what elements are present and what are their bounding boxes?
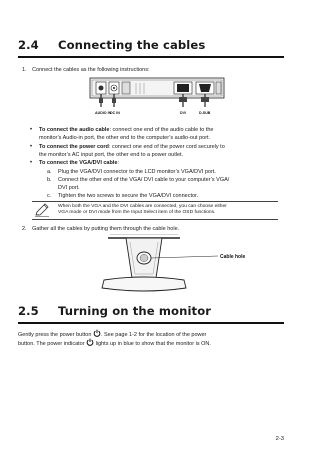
note-bottom-rule <box>32 219 278 220</box>
section-heading-2-5 <box>18 302 284 324</box>
substep-text-b-cont: DVI port. <box>58 185 80 191</box>
substep-letter-b: b. <box>47 177 52 183</box>
port-label-audio-in: AUDIO IN <box>95 111 112 115</box>
bullet-vga-dvi-rest: : <box>117 160 119 166</box>
bullet-power-cord-cont: the monitor’s AC input port, the other end to a power outlet. <box>39 152 184 158</box>
power-paragraph-line-2 <box>18 338 211 348</box>
section-number: 2.5 <box>18 304 39 318</box>
bullet-audio-cable-rest: : connect one end of the audio cable to the <box>109 127 214 133</box>
bullet-vga-dvi <box>39 160 119 167</box>
bullet-audio-cable-bold: To connect the audio cable <box>39 127 110 133</box>
power-paragraph-part-b: lights up in blue to show that the monitor is ON. <box>95 341 211 347</box>
section-title: Turning on the monitor <box>58 304 212 318</box>
bullet-power-cord-bold: To connect the power cord <box>39 144 109 150</box>
cable-hole-illustration <box>100 234 270 294</box>
cable-hole-label: Cable hole <box>220 254 246 260</box>
note-line-1: When both the VGA and the DVI cables are connected, you can choose either <box>58 204 227 209</box>
substep-letter-c: c. <box>47 193 52 199</box>
power-paragraph-part-a: button. The power indicator <box>18 341 85 347</box>
bullet-marker: • <box>30 160 33 166</box>
step-2-text: 2. Gather all the cables by putting them through the cable hole. <box>22 226 180 232</box>
page-number: 2-3 <box>275 436 284 442</box>
rear-panel-illustration <box>88 74 228 116</box>
port-label-d-sub: D-SUB <box>199 111 211 115</box>
power-paragraph-part-a: Gently press the power button <box>18 332 92 338</box>
power-paragraph-part-b: . See page 1-2 for the location of the power <box>100 332 207 338</box>
port-label-dc-in: DC IN <box>110 111 120 115</box>
power-icon <box>93 329 101 337</box>
note-line-2: VGA mode or DVI mode from the Input Select item of the OSD functions. <box>58 210 216 215</box>
bullet-power-cord-rest: : connect one end of the power cord securely to <box>108 144 225 150</box>
step-1-text: 1. Connect the cables as the following instructions: <box>22 67 150 73</box>
bullet-audio-cable <box>39 127 213 134</box>
bullet-marker: • <box>30 127 33 133</box>
substep-text-a: Plug the VGA/DVI connector to the LCD monitor’s VGA/DVI port. <box>58 169 216 175</box>
section-title: Connecting the cables <box>58 38 206 52</box>
bullet-power-cord <box>39 144 225 151</box>
port-label-dvi: DVI <box>180 111 186 115</box>
section-heading-2-4 <box>18 36 284 58</box>
section-number: 2.4 <box>18 38 39 52</box>
substep-text-b: Connect the other end of the VGA/ DVI cable to your computer’s VGA/ <box>58 177 230 183</box>
bullet-marker: • <box>30 144 33 150</box>
note-top-rule <box>32 201 278 202</box>
bullet-vga-dvi-bold: To connect the VGA/DVI cable <box>39 160 118 166</box>
substep-text-c: Tighten the two screws to secure the VGA/DVI connector. <box>58 193 199 199</box>
bullet-audio-cable-cont: monitor’s Audio-in port, the other end to the computer’s audio-out port. <box>39 135 211 141</box>
power-icon <box>86 338 94 346</box>
note-pencil-icon <box>34 203 50 217</box>
substep-letter-a: a. <box>47 169 52 175</box>
